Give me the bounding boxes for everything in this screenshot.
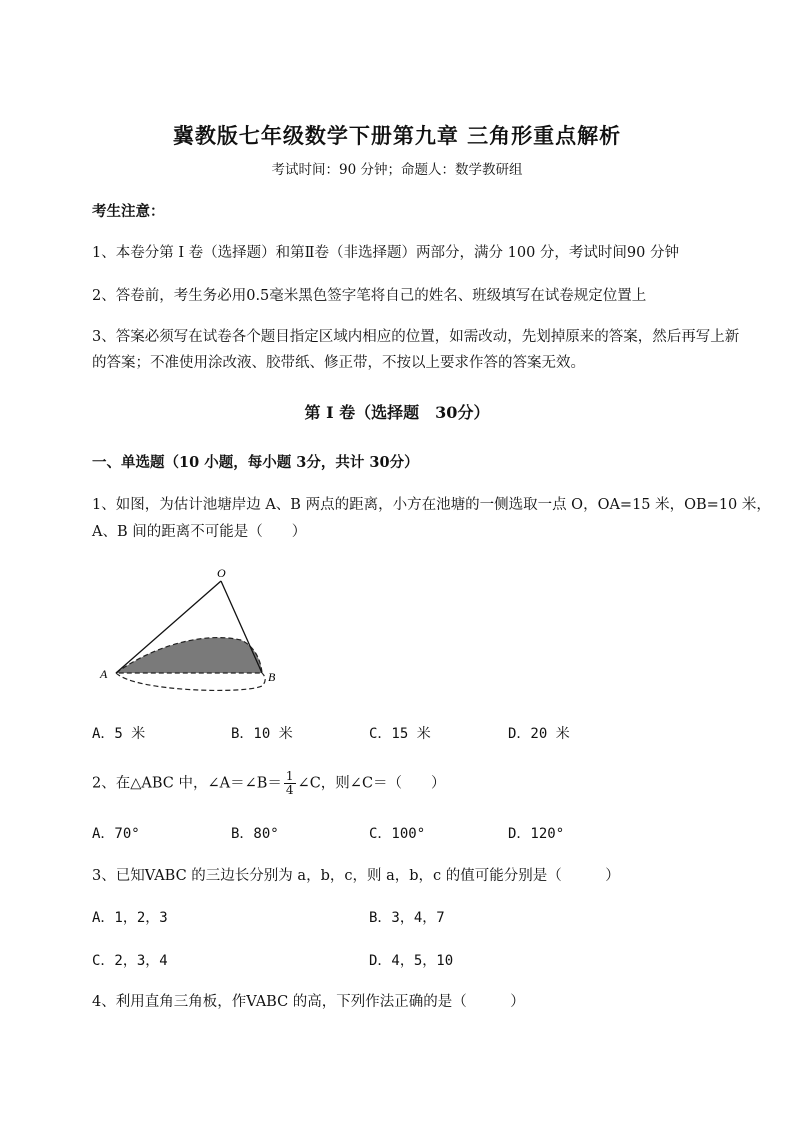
q2-stem: [92, 770, 446, 797]
q1-stem: 1、如图，为估计池塘岸边 A、B 两点的距离，小方在池塘的一侧选取一点 O，OA=15 米，OB=10 米，: [92, 497, 771, 513]
q4-stem: 4、利用直角三角板，作VABC 的高，下列作法正确的是（ ）: [92, 994, 525, 1010]
q3-option-c: C．2，3，4: [92, 953, 168, 969]
q2-option-d: D．120°: [508, 826, 565, 842]
q2-suffix: ∠C，则∠C＝（ ）: [297, 775, 446, 792]
q3-option-b: B．3，4，7: [369, 910, 445, 926]
q2-prefix: 2、在△ABC 中，∠A＝∠B＝: [92, 775, 282, 792]
q2-option-b: B．80°: [231, 826, 279, 842]
notice-item-1: 1、本卷分第 I 卷（选择题）和第Ⅱ卷（非选择题）两部分，满分 100 分，考试时间90 分钟: [92, 245, 679, 261]
q3-option-d: D．4，5，10: [369, 953, 454, 969]
label-A: A: [100, 667, 108, 681]
pond-triangle-figure: [96, 562, 296, 702]
q2-option-a: A．70°: [92, 826, 140, 842]
fraction-denominator: 4: [285, 783, 294, 797]
pond-shape: [116, 638, 262, 673]
q1-option-d: D．20 米: [508, 726, 570, 742]
label-B: B: [268, 670, 276, 684]
q2-option-c: C．100°: [369, 826, 426, 842]
notice-heading: 考生注意：: [92, 203, 165, 220]
label-O: O: [217, 566, 226, 580]
page-title: 冀教版七年级数学下册第九章 三角形重点解析: [172, 123, 622, 148]
q3-option-a: A．1，2，3: [92, 910, 168, 926]
q1-option-a: A．5 米: [92, 726, 146, 742]
notice-item-3: 3、答案必须写在试卷各个题目指定区域内相应的位置，如需改动，先划掉原来的答案，然后再写上新: [92, 329, 740, 345]
notice-item-3-cont: 的答案；不准使用涂改液、胶带纸、修正带，不按以上要求作答的答案无效。: [92, 355, 585, 371]
q1-option-c: C．15 米: [369, 726, 431, 742]
q1-stem-cont: A、B 间的距离不可能是（ ）: [92, 524, 307, 540]
pond-lower-edge: [116, 673, 265, 690]
q3-stem: 3、已知VABC 的三边长分别为 a，b，c，则 a，b，c 的值可能分别是（ ）: [92, 868, 620, 884]
section-title: 第 I 卷（选择题 30分）: [304, 403, 490, 422]
exam-info: 考试时间：90 分钟；命题人：数学教研组: [271, 162, 523, 178]
part-heading: 一、单选题（10 小题，每小题 3分，共计 30分）: [92, 454, 419, 471]
notice-item-2: 2、答卷前，考生务必用0.5毫米黑色签字笔将自己的姓名、班级填写在试卷规定位置上: [92, 288, 647, 304]
fraction-one-quarter: [284, 770, 296, 797]
fraction-numerator: 1: [285, 769, 294, 783]
q1-option-b: B．10 米: [231, 726, 293, 742]
